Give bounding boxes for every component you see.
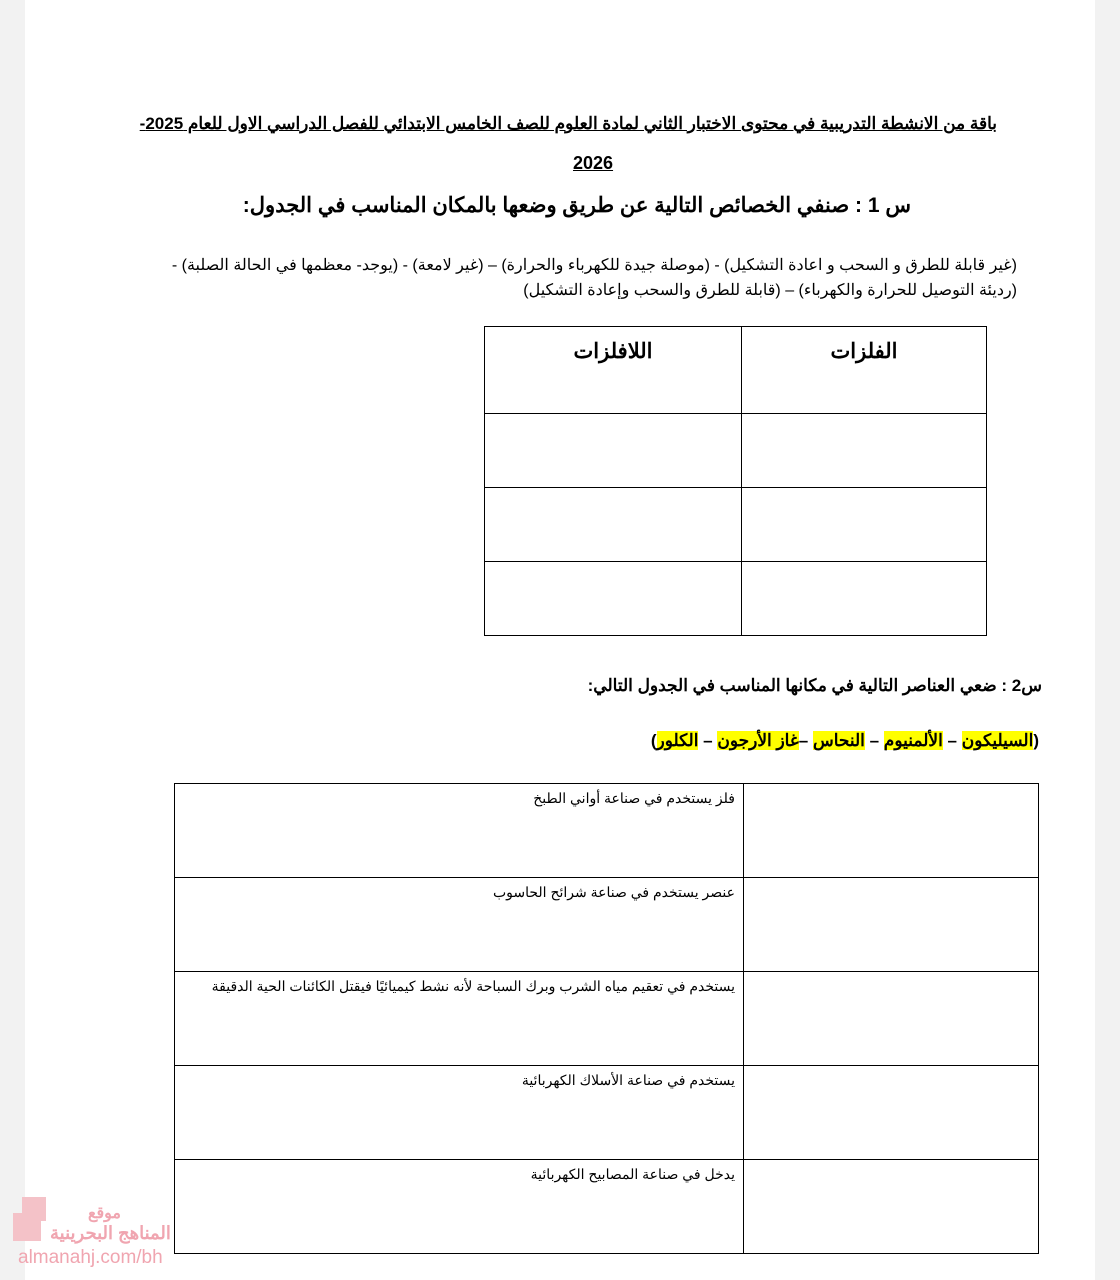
- answer-cell[interactable]: [744, 1066, 1039, 1160]
- answer-cell[interactable]: [744, 1160, 1039, 1254]
- element-chlorine: الكلور: [656, 731, 699, 750]
- answer-cell[interactable]: [485, 562, 742, 636]
- answer-cell[interactable]: [744, 972, 1039, 1066]
- element-silicon: السيليكون: [961, 731, 1034, 750]
- element-aluminium: الألمنيوم: [883, 731, 943, 750]
- watermark-square: [22, 1197, 46, 1221]
- element-copper: النحاس: [812, 731, 865, 750]
- answer-cell[interactable]: [485, 488, 742, 562]
- document-page: [25, 0, 1095, 1280]
- element-argon: غاز الأرجون: [717, 731, 799, 750]
- classification-table: [484, 326, 987, 636]
- answer-cell[interactable]: [742, 414, 987, 488]
- watermark-line1: موقع: [88, 1205, 121, 1222]
- question-1: س 1 : صنفي الخصائص التالية عن طريق وضعها بالمكان المناسب في الجدول:: [242, 194, 911, 217]
- row-description: يستخدم في تعقيم مياه الشرب وبرك السباحة لأنه نشط كيميائيًا فيقتل الكائنات الحية الدقيقة: [175, 972, 744, 1066]
- answer-cell[interactable]: [742, 562, 987, 636]
- document-year: 2026: [573, 153, 614, 173]
- header-nonmetals: اللافلزات: [485, 327, 742, 414]
- answer-cell[interactable]: [742, 488, 987, 562]
- answer-cell[interactable]: [744, 878, 1039, 972]
- row-description: يستخدم في صناعة الأسلاك الكهربائية: [175, 1066, 744, 1160]
- document-title: باقة من الانشطة التدريبية في محتوى الاختبار الثاني لمادة العلوم للصف الخامس الابتدائي للفصل الدراسي الاول للعام 2025-: [139, 114, 997, 133]
- answer-cell[interactable]: [485, 414, 742, 488]
- row-description: فلز يستخدم في صناعة أواني الطبخ: [175, 784, 744, 878]
- properties-list: (غير قابلة للطرق و السحب و اعادة التشكيل) - (موصلة جيدة للكهرباء والحرارة) – (غير لامعة) - (يوجد- معظمها في الحالة الصلبة) -(رديئة التوصيل للحرارة والكهرباء) – (قابلة للطرق والسحب وإعادة التشكيل): [171, 257, 1017, 299]
- elements-list: (السيليكون – الألمنيوم – النحاس –غاز الأرجون – الكلور): [650, 731, 1039, 750]
- watermark-url: almanahj.com/bh: [18, 1247, 163, 1268]
- elements-table: [174, 783, 1039, 1254]
- header-metals: الفلزات: [742, 327, 987, 414]
- watermark-line2: المناهج البحرينية: [50, 1223, 171, 1243]
- answer-cell[interactable]: [744, 784, 1039, 878]
- row-description: يدخل في صناعة المصابيح الكهربائية: [175, 1160, 744, 1254]
- row-description: عنصر يستخدم في صناعة شرائح الحاسوب: [175, 878, 744, 972]
- question-2: س2 : ضعي العناصر التالية في مكانها المناسب في الجدول التالي:: [587, 676, 1042, 695]
